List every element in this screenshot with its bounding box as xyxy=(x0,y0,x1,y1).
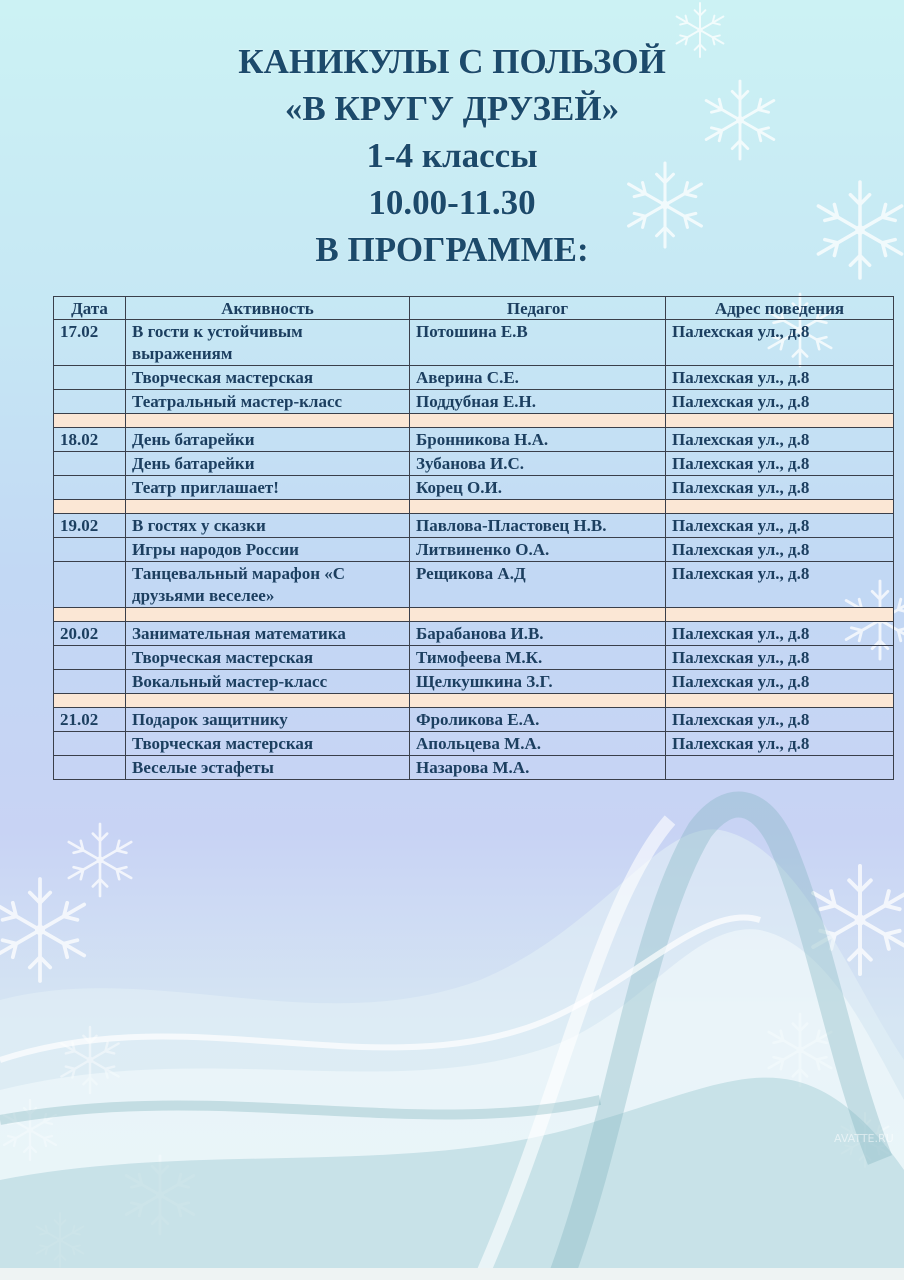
activity-cell: День батарейки xyxy=(126,428,410,452)
address-cell: Палехская ул., д.8 xyxy=(666,646,894,670)
activity-cell: Подарок защитнику xyxy=(126,708,410,732)
address-cell: Палехская ул., д.8 xyxy=(666,366,894,390)
watermark: AVATTE.RU xyxy=(834,1132,894,1145)
separator-cell xyxy=(126,500,410,514)
column-header-address: Адрес поведения xyxy=(666,297,894,320)
teacher-cell: Апольцева М.А. xyxy=(410,732,666,756)
date-cell: 20.02 xyxy=(54,622,126,646)
separator-cell xyxy=(54,694,126,708)
date-cell xyxy=(54,756,126,780)
separator-cell xyxy=(54,608,126,622)
schedule-table xyxy=(53,296,894,780)
address-cell: Палехская ул., д.8 xyxy=(666,514,894,538)
activity-cell: Творческая мастерская xyxy=(126,366,410,390)
separator-cell xyxy=(410,694,666,708)
separator-cell xyxy=(666,500,894,514)
column-header-activity: Активность xyxy=(126,297,410,320)
table-row xyxy=(54,476,894,500)
date-cell xyxy=(54,390,126,414)
separator-row xyxy=(54,500,894,514)
table-row xyxy=(54,366,894,390)
address-cell: Палехская ул., д.8 xyxy=(666,732,894,756)
column-header-date: Дата xyxy=(54,297,126,320)
address-cell: Палехская ул., д.8 xyxy=(666,708,894,732)
separator-cell xyxy=(666,694,894,708)
date-cell xyxy=(54,452,126,476)
date-cell xyxy=(54,476,126,500)
address-cell: Палехская ул., д.8 xyxy=(666,452,894,476)
address-cell: Палехская ул., д.8 xyxy=(666,538,894,562)
date-cell: 18.02 xyxy=(54,428,126,452)
table-row xyxy=(54,562,894,608)
poster-title xyxy=(0,38,904,273)
table-row xyxy=(54,670,894,694)
separator-cell xyxy=(126,694,410,708)
teacher-cell: Зубанова И.С. xyxy=(410,452,666,476)
title-line-program: В ПРОГРАММЕ: xyxy=(315,230,589,269)
separator-row xyxy=(54,694,894,708)
bottom-strip xyxy=(0,1268,904,1280)
activity-cell: В гостях у сказки xyxy=(126,514,410,538)
address-cell: Палехская ул., д.8 xyxy=(666,428,894,452)
separator-cell xyxy=(126,414,410,428)
teacher-cell: Павлова-Пластовец Н.В. xyxy=(410,514,666,538)
separator-row xyxy=(54,414,894,428)
activity-cell: Занимательная математика xyxy=(126,622,410,646)
address-cell xyxy=(666,756,894,780)
separator-cell xyxy=(410,500,666,514)
date-cell xyxy=(54,670,126,694)
separator-cell xyxy=(666,414,894,428)
address-cell: Палехская ул., д.8 xyxy=(666,562,894,608)
teacher-cell: Тимофеева М.К. xyxy=(410,646,666,670)
activity-cell: Творческая мастерская xyxy=(126,732,410,756)
date-cell: 17.02 xyxy=(54,320,126,366)
table-row xyxy=(54,732,894,756)
date-cell xyxy=(54,538,126,562)
address-cell: Палехская ул., д.8 xyxy=(666,476,894,500)
separator-cell xyxy=(666,608,894,622)
address-cell: Палехская ул., д.8 xyxy=(666,670,894,694)
title-line-1: КАНИКУЛЫ С ПОЛЬЗОЙ xyxy=(238,42,666,81)
address-cell: Палехская ул., д.8 xyxy=(666,320,894,366)
table-row xyxy=(54,756,894,780)
table-row xyxy=(54,708,894,732)
title-line-2: «В КРУГУ ДРУЗЕЙ» xyxy=(284,89,620,128)
date-cell: 21.02 xyxy=(54,708,126,732)
activity-cell: Вокальный мастер-класс xyxy=(126,670,410,694)
table-row xyxy=(54,452,894,476)
separator-cell xyxy=(126,608,410,622)
teacher-cell: Поддубная Е.Н. xyxy=(410,390,666,414)
separator-cell xyxy=(410,414,666,428)
activity-cell: День батарейки xyxy=(126,452,410,476)
activity-cell: В гости к устойчивым выражениям xyxy=(126,320,410,366)
address-cell: Палехская ул., д.8 xyxy=(666,390,894,414)
teacher-cell: Фроликова Е.А. xyxy=(410,708,666,732)
schedule-body xyxy=(54,320,894,780)
table-row xyxy=(54,320,894,366)
teacher-cell: Корец О.И. xyxy=(410,476,666,500)
teacher-cell: Барабанова И.В. xyxy=(410,622,666,646)
activity-cell: Танцевальный марафон «С друзьями веселее» xyxy=(126,562,410,608)
separator-cell xyxy=(410,608,666,622)
teacher-cell: Щелкушкина З.Г. xyxy=(410,670,666,694)
address-cell: Палехская ул., д.8 xyxy=(666,622,894,646)
activity-cell: Веселые эстафеты xyxy=(126,756,410,780)
separator-row xyxy=(54,608,894,622)
column-header-teacher: Педагог xyxy=(410,297,666,320)
teacher-cell: Бронникова Н.А. xyxy=(410,428,666,452)
activity-cell: Театр приглашает! xyxy=(126,476,410,500)
teacher-cell: Потошина Е.В xyxy=(410,320,666,366)
activity-cell: Театральный мастер-класс xyxy=(126,390,410,414)
teacher-cell: Аверина С.Е. xyxy=(410,366,666,390)
date-cell xyxy=(54,366,126,390)
table-row xyxy=(54,390,894,414)
table-row xyxy=(54,646,894,670)
teacher-cell: Назарова М.А. xyxy=(410,756,666,780)
table-row xyxy=(54,514,894,538)
title-line-time: 10.00-11.30 xyxy=(368,183,536,222)
activity-cell: Творческая мастерская xyxy=(126,646,410,670)
table-header-row xyxy=(54,297,894,320)
table-row xyxy=(54,538,894,562)
teacher-cell: Литвиненко О.А. xyxy=(410,538,666,562)
date-cell xyxy=(54,562,126,608)
title-line-grades: 1-4 классы xyxy=(366,136,538,175)
activity-cell: Игры народов России xyxy=(126,538,410,562)
date-cell xyxy=(54,646,126,670)
separator-cell xyxy=(54,500,126,514)
table-row xyxy=(54,622,894,646)
teacher-cell: Рещикова А.Д xyxy=(410,562,666,608)
date-cell xyxy=(54,732,126,756)
separator-cell xyxy=(54,414,126,428)
table-row xyxy=(54,428,894,452)
date-cell: 19.02 xyxy=(54,514,126,538)
